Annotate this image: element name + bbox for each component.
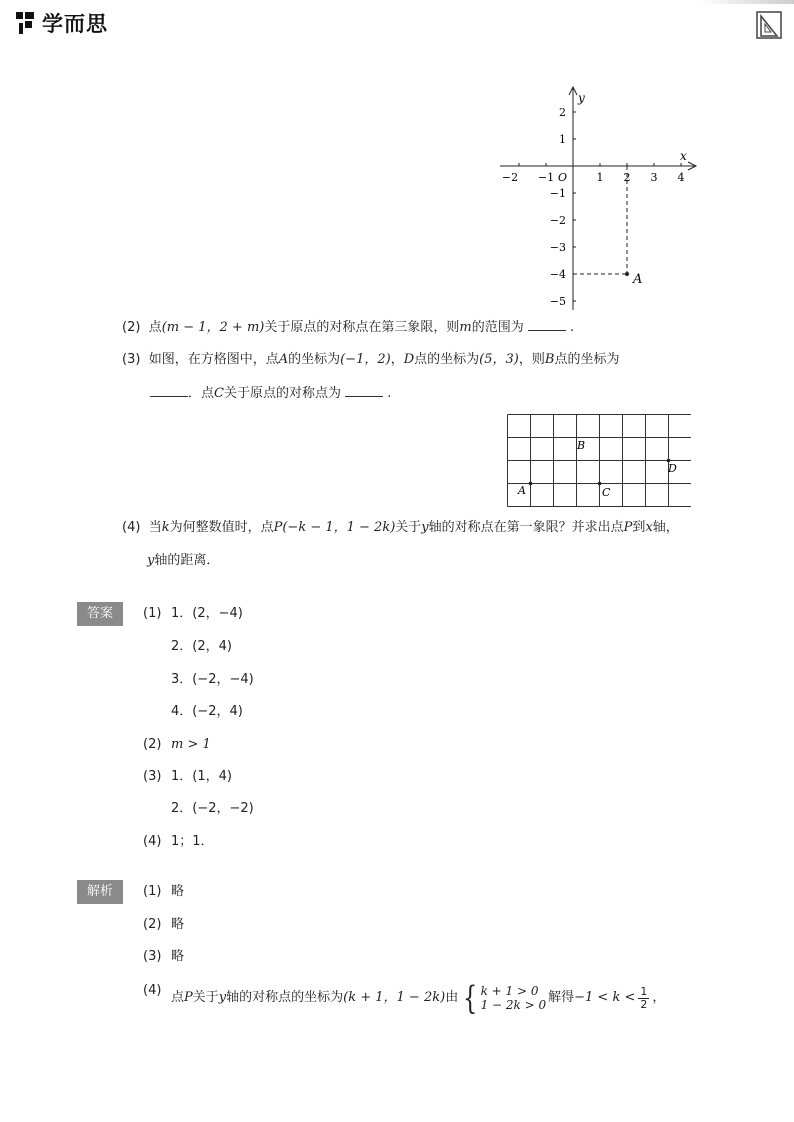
inequality: 1 − 2k > 0 [480, 998, 547, 1012]
row-number: (4) [143, 983, 162, 998]
row-text: 略 [171, 884, 185, 899]
row-text: 略 [171, 949, 185, 964]
logo [14, 8, 108, 38]
analysis-tag: 解析 [77, 880, 123, 904]
row-text: 2．(−2，−2) [171, 801, 254, 816]
question-4-line1 [122, 519, 679, 537]
y-tick-label: −3 [549, 241, 566, 254]
row-text: 1．(1，4) [171, 769, 232, 784]
text: 点的坐标为 [414, 352, 480, 367]
row-number: (4) [143, 834, 162, 849]
text: 关于 [192, 990, 219, 1005]
analysis-row [143, 982, 161, 1000]
text: 轴的对称点的坐标为 [226, 990, 344, 1005]
text: 轴， [652, 520, 679, 535]
fraction-numerator: 1 [640, 984, 648, 998]
row-text: 3．(−2，−4) [171, 672, 254, 687]
question-number: (3) [122, 352, 141, 367]
brace-system [460, 979, 547, 1017]
text: 当 [148, 520, 162, 535]
question-number: (4) [122, 520, 141, 535]
analysis-row-text [171, 948, 184, 966]
inequality-stack [481, 984, 547, 1012]
math-var: P [184, 990, 193, 1005]
text: ， [390, 352, 404, 367]
grid-point-a [529, 482, 533, 486]
question-4-line2 [147, 552, 219, 570]
text: 轴的对称点在第一象限？并求出点 [428, 520, 624, 535]
answer-row-text [171, 800, 254, 818]
origin-label: O [558, 171, 568, 184]
math-expr: −1 < k < [574, 990, 636, 1005]
y-tick-label: 1 [559, 133, 566, 146]
y-tick-label: −4 [549, 268, 566, 281]
math-var: P [623, 520, 633, 535]
answer-tag: 答案 [77, 602, 123, 626]
row-number: (2) [143, 737, 162, 752]
answer-row-text [171, 605, 243, 623]
ruler-icon [755, 10, 783, 40]
math-var: B [544, 352, 555, 367]
text: ，则 [518, 352, 545, 367]
math-expr: (−k − 1，1 − 2k) [282, 520, 396, 535]
answer-row-text [171, 638, 232, 656]
math-expr: (−1，2) [340, 352, 391, 367]
text: ．点 [188, 386, 215, 401]
answer-row [143, 768, 161, 786]
x-tick-label: 1 [596, 171, 604, 184]
analysis-row [143, 948, 161, 966]
coordinate-graph [490, 80, 710, 315]
fraction [638, 986, 649, 1011]
analysis-row [143, 883, 161, 901]
point-a [625, 272, 629, 276]
answer-row [143, 605, 161, 623]
point-a-label: A [633, 272, 643, 287]
math-var: A [278, 352, 289, 367]
row-number: (3) [143, 769, 162, 784]
math-var: m [459, 320, 472, 335]
analysis-row [143, 916, 161, 934]
text: . [387, 386, 392, 401]
question-2 [122, 318, 574, 337]
math-expr: (k + 1，1 − 2k) [343, 990, 446, 1005]
question-number: (2) [122, 320, 141, 335]
text: . [570, 320, 575, 335]
analysis-q4 [171, 979, 666, 1017]
row-text: 略 [171, 917, 185, 932]
math-expr: (m − 1，2 + m) [161, 320, 265, 335]
row-number: (1) [143, 606, 162, 621]
math-var: C [214, 386, 224, 401]
row-text: 1；1． [171, 834, 214, 849]
x-axis-label: x [680, 149, 687, 163]
text: 由 [445, 990, 459, 1005]
answer-row-text [171, 768, 232, 786]
answer-row-text [171, 703, 243, 721]
answer-row-text [171, 833, 214, 851]
text: 解得 [548, 990, 575, 1005]
text: 关于 [395, 520, 422, 535]
text: 到 [632, 520, 646, 535]
x-tick-label: 2 [623, 171, 631, 184]
grid-label-d: D [668, 462, 677, 475]
text: 点 [171, 990, 185, 1005]
y-tick-label: 2 [559, 106, 566, 119]
row-text: 1．(2，−4) [171, 606, 243, 621]
row-text: 4．(−2，4) [171, 704, 243, 719]
grid-label-b: B [577, 439, 586, 452]
text: 如图，在方格图中，点 [148, 352, 279, 367]
text: 的坐标为 [288, 352, 341, 367]
corner-shade [700, 0, 794, 4]
text: 轴的距离． [154, 553, 220, 568]
analysis-row-text [171, 916, 184, 934]
math-var: y [218, 990, 227, 1005]
answer-row-text [171, 671, 254, 689]
x-tick-label: −2 [501, 171, 519, 184]
answer-blank[interactable] [345, 384, 383, 397]
y-axis-label: y [578, 91, 585, 105]
grid-label-a: A [518, 484, 526, 497]
math-var: D [403, 352, 415, 367]
square-grid [507, 414, 691, 508]
question-3-line2 [150, 384, 391, 403]
grid-label-c: C [602, 486, 611, 499]
answer-blank[interactable] [150, 384, 188, 397]
answer-row [143, 833, 161, 851]
math-var: P [273, 520, 283, 535]
text: 为何整数值时，点 [169, 520, 274, 535]
row-text: 2．(2，4) [171, 639, 232, 654]
math-var: x [645, 520, 653, 535]
text: 的范围为 [471, 320, 524, 335]
x-tick-label: 3 [650, 171, 658, 184]
grid-point-c [598, 482, 602, 486]
math-expr: (5，3) [479, 352, 519, 367]
x-tick-label: −1 [537, 171, 555, 184]
answer-row [143, 736, 161, 754]
left-brace-icon: { [463, 979, 478, 1017]
x-tick-label: 4 [677, 171, 685, 184]
text: 点 [148, 320, 162, 335]
inequality: k + 1 > 0 [480, 984, 539, 998]
math-var: y [421, 520, 429, 535]
row-number: (1) [143, 884, 162, 899]
text: ， [652, 990, 666, 1005]
question-3-line1 [122, 351, 619, 369]
y-tick-label: −5 [549, 295, 566, 308]
logo-icon [14, 10, 38, 36]
text: 点的坐标为 [554, 352, 620, 367]
analysis-row-text [171, 883, 184, 901]
y-tick-label: −2 [549, 214, 566, 227]
row-number: (3) [143, 949, 162, 964]
text: 关于原点的对称点在第三象限，则 [264, 320, 460, 335]
row-number: (2) [143, 917, 162, 932]
row-text: m > 1 [171, 737, 211, 752]
math-var: k [161, 520, 170, 535]
answer-row-text [171, 736, 211, 754]
answer-blank[interactable] [528, 318, 566, 331]
fraction-denominator: 2 [640, 997, 648, 1011]
text: 关于原点的对称点为 [223, 386, 341, 401]
math-var: y [147, 553, 155, 568]
brand-name: 学而思 [42, 12, 108, 36]
y-tick-label: −1 [549, 187, 566, 200]
